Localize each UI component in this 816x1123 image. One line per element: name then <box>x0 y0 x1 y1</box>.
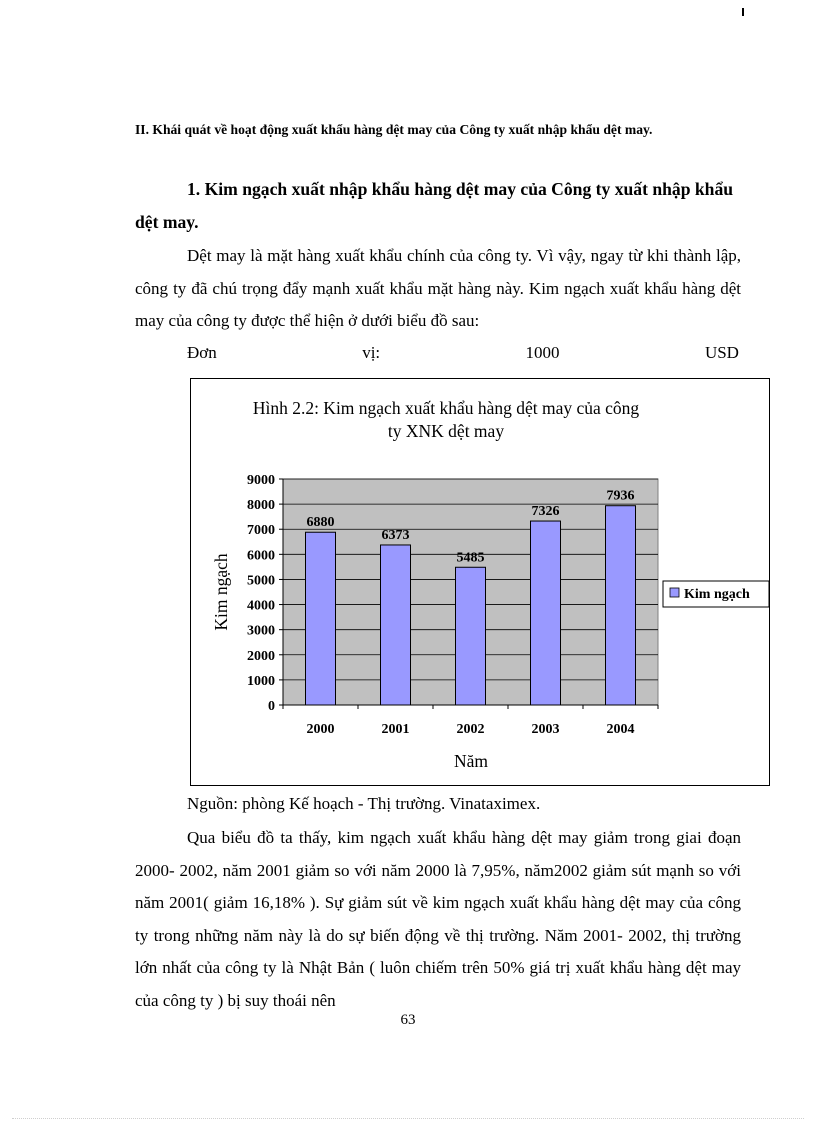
unit-word-4: USD <box>704 343 739 362</box>
bar-2004 <box>606 506 636 705</box>
y-tick-label: 3000 <box>247 623 275 639</box>
y-axis-title: Kim ngạch <box>211 553 231 631</box>
data-label: 6373 <box>381 527 410 543</box>
unit-line <box>187 338 739 368</box>
unit-word-1: Đơn <box>187 343 217 362</box>
y-tick-label: 8000 <box>247 498 275 514</box>
intro-paragraph: Dệt may là mặt hàng xuất khẩu chính của công ty. Vì vậy, ngay từ khi thành lập, công ty đã chú trọng đẩy mạnh xuất khẩu mặt hàng này. Kim ngạch xuất khẩu hàng dệt may của công ty được thể hiện ở dưới biểu đồ sau: <box>135 246 741 330</box>
unit-word-3: 1000 <box>525 343 560 362</box>
y-tick-label: 2000 <box>247 648 275 664</box>
chart-title-line-2: ty XNK dệt may <box>387 421 505 441</box>
data-label: 5485 <box>456 550 485 566</box>
data-label: 7936 <box>606 488 635 504</box>
y-tick-label: 6000 <box>247 548 275 564</box>
y-tick-label: 1000 <box>247 673 275 689</box>
subsection-heading: 1. Kim ngạch xuất nhập khẩu hàng dệt may của Công ty xuất nhập khẩu dệt may. <box>135 179 734 232</box>
crop-mark <box>742 8 744 16</box>
section-heading: II. Khái quát về hoạt động xuất khẩu hàng dệt may của Công ty xuất nhập khẩu dệt may. <box>135 122 653 137</box>
page-edge <box>12 1118 804 1119</box>
x-tick-label: 2000 <box>306 722 335 737</box>
data-label: 6880 <box>306 515 335 531</box>
bar-2002 <box>456 567 486 705</box>
y-tick-label: 7000 <box>247 523 275 539</box>
x-tick-label: 2002 <box>456 722 485 737</box>
x-tick-label: 2001 <box>381 722 410 737</box>
y-tick-label: 0 <box>268 699 275 714</box>
chart-frame <box>190 378 770 786</box>
bar-2003 <box>531 521 561 705</box>
analysis-paragraph: Qua biểu đồ ta thấy, kim ngạch xuất khẩu hàng dệt may giảm trong giai đoạn 2000- 2002, năm 2001 giảm so với năm 2000 là 7,95%, năm2002 giảm sút mạnh so với năm 2001( giảm 16,18% ). Sự giảm sút về kim ngạch xuất khẩu hàng dệt may của công ty trong những năm này là do sự biến động về thị trường. Năm 2001- 2002, thị trường lớn nhất của công ty là Nhật Bản ( luôn chiếm trên 50% giá trị xuất khẩu hàng dệt may của công ty ) bị suy thoái nên <box>135 828 741 1010</box>
y-tick-label: 9000 <box>247 473 275 488</box>
page-number: 63 <box>400 1012 416 1028</box>
bar-2001 <box>381 545 411 705</box>
y-tick-label: 5000 <box>247 573 275 589</box>
x-axis-title: Năm <box>453 751 489 771</box>
bar-2000 <box>306 532 336 705</box>
legend-label: Kim ngạch <box>684 587 750 602</box>
data-label: 7326 <box>531 504 560 520</box>
x-tick-label: 2004 <box>606 722 635 737</box>
chart-title-line-1: Hình 2.2: Kim ngạch xuất khẩu hàng dệt may của công <box>252 398 640 418</box>
legend-swatch <box>670 588 679 597</box>
source-note: Nguồn: phòng Kế hoạch - Thị trường. Vinataximex. <box>187 794 541 813</box>
y-tick-label: 4000 <box>247 598 275 614</box>
bar-chart <box>191 379 769 785</box>
x-tick-label: 2003 <box>531 722 560 737</box>
unit-word-2: vị: <box>362 343 381 362</box>
